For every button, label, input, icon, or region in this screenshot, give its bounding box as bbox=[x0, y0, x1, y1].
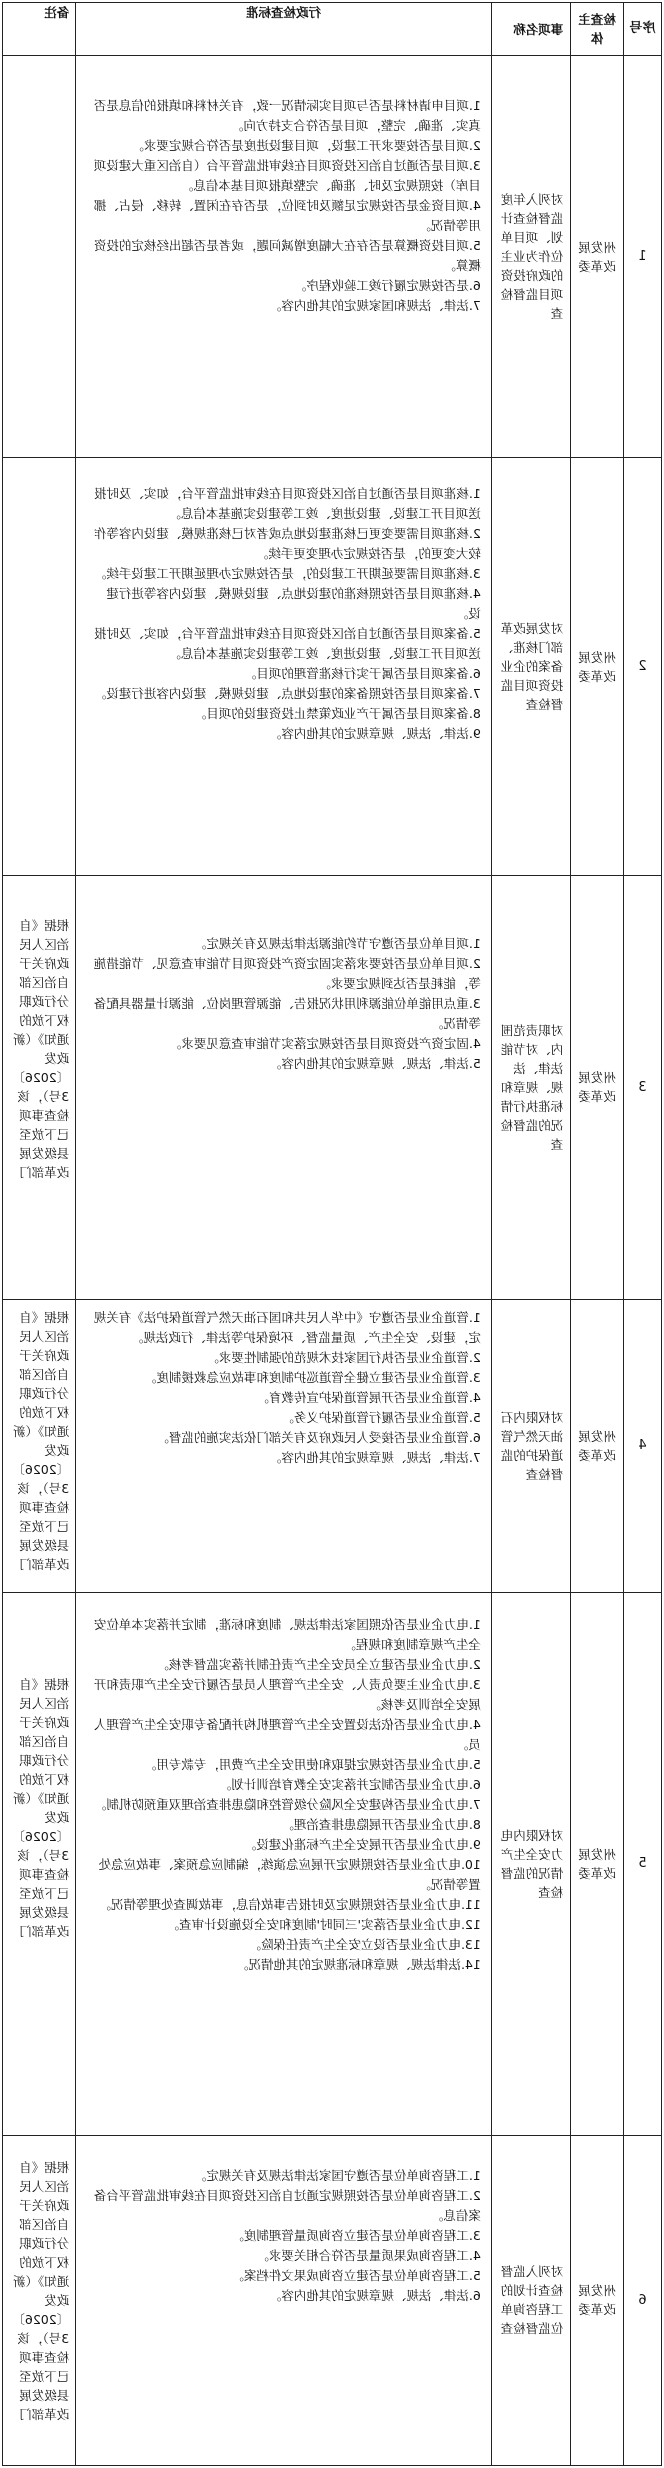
row-standard-cell bbox=[76, 56, 492, 458]
standard-line: 4.电力企业是否依法设置安全生产管理机构并配备专职安全生产管理人员。 bbox=[93, 1716, 481, 1752]
standard-line: 12.电力企业是否落实'三同时'制度和安全设施设计审查。 bbox=[166, 1916, 481, 1932]
standard-line: 3.管道企业是否建立健全管道巡护制度和事故应急救援制度。 bbox=[143, 1369, 481, 1385]
row-standard-cell bbox=[76, 458, 492, 876]
standard-line: 7.法律、法规、规章规定的其他内容。 bbox=[268, 1449, 481, 1465]
table-row bbox=[3, 56, 662, 458]
row-remarks: 根据《自治区人民政府关于自治区部分行政职权下放的通知》（新政发〔2026〕3号），该检查事项已下放至县级发展改革部门 bbox=[12, 1676, 70, 1939]
standard-line: 4.工程咨询成果质量是否符合相关要求。 bbox=[256, 2247, 481, 2263]
header-item-name: 事项名称 bbox=[491, 3, 570, 56]
row-remarks: 根据《自治区人民政府关于自治区部分行政职权下放的通知》（新政发〔2026〕3号），该检查事项已下放至县级发展改革部门 bbox=[12, 1309, 70, 1572]
standard-line: 5.法律、法规、规章规定的其他内容。 bbox=[268, 1056, 481, 1072]
header-inspection-standard: 行政检查标准 bbox=[76, 3, 492, 56]
standard-line: 4.管道企业是否开展管道保护宣传教育。 bbox=[256, 1389, 481, 1405]
row-standard-cell bbox=[76, 2135, 492, 2465]
row-inspection-subject: 州发展改革委 bbox=[571, 1592, 624, 2135]
row-item-name: 对权限内电力安全生产情况的监督检查 bbox=[491, 1592, 570, 2135]
standard-line: 14.法律法规、规章和标准规定的其他情况。 bbox=[235, 1956, 481, 1972]
row-standard-cell bbox=[76, 1592, 492, 2135]
row-inspection-subject: 州发展改革委 bbox=[571, 2135, 624, 2465]
standard-line: 1.工程咨询单位是否遵守国家法律法规及有关规定。 bbox=[193, 2167, 481, 2183]
standard-line: 1.项目单位是否遵守节约能源法律法规及有关规定。 bbox=[193, 936, 481, 952]
row-item-name: 对列入监督检查计划的工程咨询单位监督检查 bbox=[491, 2135, 570, 2465]
standard-line: 2.项目单位是否按要求落实固定资产投资项目节能审查意见、节能措施等，能耗是否达到规定要求。 bbox=[93, 956, 481, 992]
standard-line: 2.项目是否按要求开工建设，项目建设进度是否符合规定要求。 bbox=[131, 138, 481, 153]
standard-line: 3.核准项目需要延期开工建设的，是否按规定办理延期开工建设手续。 bbox=[93, 566, 481, 582]
row-item-name: 对发展改革部门核准、备案的企业投资项目监督检查 bbox=[491, 458, 570, 876]
header-inspection-subject: 检查主体 bbox=[571, 3, 624, 56]
row-item-name: 对职责范围内、对节能法律、法规、规章和标准执行情况的监督检查 bbox=[491, 876, 570, 1299]
standard-line: 2.工程咨询单位是否按照规定通过自治区投资项目在线审批监管平台备案信息。 bbox=[93, 2187, 481, 2223]
standard-line: 7.备案项目是否按照备案的建设地点、建设规模、建设内容进行建设。 bbox=[93, 686, 481, 702]
row-remarks bbox=[3, 56, 76, 458]
row-item-name: 对列入年度监督检查计划、项目单位作为业主的政府投资项目监督检查 bbox=[491, 56, 570, 458]
row-remarks bbox=[3, 458, 76, 876]
header-serial-number: 序号 bbox=[623, 3, 661, 56]
row-remarks: 根据《自治区人民政府关于自治区部分行政职权下放的通知》（新政发〔2026〕3号），该检查事项已下放至县级发展改革部门 bbox=[12, 918, 70, 1181]
standard-line: 6.管道企业是否接受人民政府及有关部门依法实施的监督。 bbox=[156, 1429, 481, 1445]
header-remarks: 备注 bbox=[3, 3, 76, 56]
standard-line: 2.核准项目需要变更已核准建设地点或者对已核准规模、建设内容等作较大变更的，是否按规定办理变更手续。 bbox=[93, 526, 481, 562]
standard-line: 2.电力企业是否建立全员安全生产责任制并落实监督考核。 bbox=[156, 1656, 481, 1672]
standard-line: 8.电力企业是否开展隐患排查治理。 bbox=[281, 1816, 481, 1832]
row-serial-number: 5 bbox=[623, 1592, 661, 2135]
standard-line: 5.工程咨询单位是否建立咨询成果文件档案。 bbox=[231, 2267, 481, 2283]
standard-line: 10.电力企业是否按照规定开展应急演练，编制应急预案、事故应急处置等情况。 bbox=[98, 1856, 481, 1892]
standard-line: 3.电力企业主要负责人、安全生产管理人员是否履行安全生产职责和开展安全培训及考核。 bbox=[93, 1676, 481, 1712]
standard-line: 1.核准项目是否通过自治区投资项目在线审批监管平台，如实、及时报送项目开工建设、建设进度、竣工等建设实施基本信息。 bbox=[93, 486, 481, 522]
standard-line: 6.备案项目是否属于实行核准管理的项目。 bbox=[243, 666, 481, 682]
row-remarks-cell bbox=[3, 2135, 76, 2465]
standard-line: 13.电力企业是否设立安全生产责任保险。 bbox=[248, 1936, 481, 1952]
table-row bbox=[3, 876, 662, 1299]
standard-line: 4.核准项目是否按照核准的建设地点、建设规模、建设内容等进行建设。 bbox=[106, 586, 481, 622]
standard-line: 5.电力企业是否按规定提取和使用安全生产费用，专款专用。 bbox=[143, 1756, 481, 1772]
standard-line: 7.电力企业是否构建安全风险分级管控和隐患排查治理双重预防机制。 bbox=[93, 1796, 481, 1812]
standard-line: 3.重点用能单位能源利用状况报告、能源管理岗位、能源计量器具配备等情况。 bbox=[93, 996, 481, 1032]
standard-line: 6.电力企业是否制定并落实安全教育培训计划。 bbox=[218, 1776, 481, 1792]
standard-line: 9.电力企业是否开展安全生产标准化建设。 bbox=[243, 1836, 481, 1852]
row-remarks-cell bbox=[3, 876, 76, 1299]
table-row bbox=[3, 1299, 662, 1592]
standard-line: 3.项目是否通过自治区投资项目在线审批监管平台（自治区重大建设项目库）按照规定及时、准确、完整填报项目基本信息。 bbox=[93, 158, 481, 193]
standard-line: 6.是否按规定履行竣工验收程序。 bbox=[293, 278, 481, 293]
row-standard-cell bbox=[76, 876, 492, 1299]
row-remarks: 根据《自治区人民政府关于自治区部分行政职权下放的通知》（新政发〔2026〕3号），该检查事项已下放至县级发展改革部门 bbox=[12, 2159, 70, 2422]
table-header-row bbox=[3, 3, 662, 56]
row-serial-number: 3 bbox=[623, 876, 661, 1299]
row-standard-cell bbox=[76, 1299, 492, 1592]
table-row bbox=[3, 1592, 662, 2135]
standard-line: 4.固定资产投资项目是否按规定落实节能审查意见要求。 bbox=[168, 1036, 481, 1052]
standard-line: 7.法律、法规和国家规定的其他内容。 bbox=[268, 298, 481, 313]
row-inspection-subject: 州发展改革委 bbox=[571, 56, 624, 458]
row-remarks-cell bbox=[3, 1299, 76, 1592]
standard-line: 4.项目资金是否按规定足额及时到位，是否存在闲置、转移、侵占、挪用等情况。 bbox=[93, 198, 481, 233]
row-remarks-cell bbox=[3, 1592, 76, 2135]
row-serial-number: 6 bbox=[623, 2135, 661, 2465]
standard-line: 8.备案项目是否属于产业政策禁止投资建设的项目。 bbox=[193, 706, 481, 722]
row-inspection-subject: 州发展改革委 bbox=[571, 1299, 624, 1592]
row-serial-number: 1 bbox=[623, 56, 661, 458]
standard-line: 5.项目投资概算是否存在大幅度增减问题，或者是否超出经核定的投资概算。 bbox=[93, 238, 481, 273]
row-inspection-subject: 州发展改革委 bbox=[571, 458, 624, 876]
inspection-standards-table bbox=[2, 2, 662, 2466]
standard-line: 9.法律、法规、规章规定的其他内容。 bbox=[268, 726, 481, 742]
table-row bbox=[3, 2135, 662, 2465]
row-serial-number: 2 bbox=[623, 458, 661, 876]
standard-line: 1.项目申请材料是否与项目实际情况一致，有关材料和填报的信息是否真实、准确、完整，项目是否符合支持方向。 bbox=[93, 98, 481, 133]
standard-line: 2.管道企业是否执行国家技术规范的强制性要求。 bbox=[206, 1349, 481, 1365]
standard-line: 5.管道企业是否履行管道保护义务。 bbox=[281, 1409, 481, 1425]
standard-line: 1.电力企业是否依照国家法律法规、制度和标准，制定并落实本单位安全生产规章制度和规程。 bbox=[93, 1616, 481, 1652]
standard-line: 1.管道企业是否遵守《中华人民共和国石油天然气管道保护法》有关规定，建设、安全生产、质量监督、环境保护等法律、行政法规。 bbox=[93, 1309, 481, 1345]
standard-line: 11.电力企业是否按照规定及时报告事故信息，事故调查处理等情况。 bbox=[98, 1896, 481, 1912]
row-item-name: 对权限内石油天然气管道保护的监督检查 bbox=[491, 1299, 570, 1592]
standard-line: 6.法律、法规、规章规定的其他内容。 bbox=[268, 2287, 481, 2303]
table-row bbox=[3, 458, 662, 876]
row-inspection-subject: 州发展改革委 bbox=[571, 876, 624, 1299]
standard-line: 3.工程咨询单位是否建立咨询质量管理制度。 bbox=[231, 2227, 481, 2243]
row-serial-number: 4 bbox=[623, 1299, 661, 1592]
standard-line: 5.备案项目是否通过自治区投资项目在线审批监管平台，如实、及时报送项目开工建设、建设进度、竣工等建设实施基本信息。 bbox=[93, 626, 481, 662]
